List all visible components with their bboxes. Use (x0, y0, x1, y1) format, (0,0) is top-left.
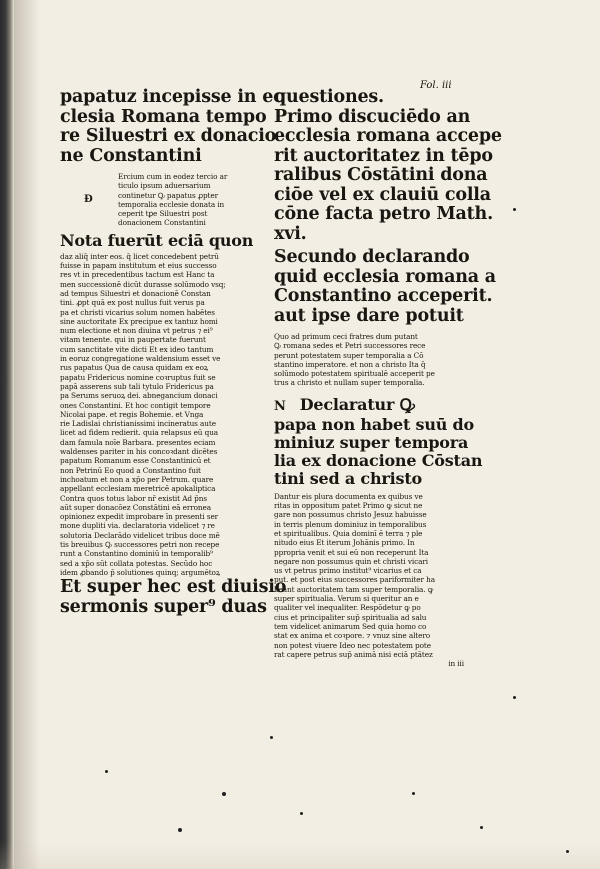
heading-line: Constantino acceperit. (274, 286, 493, 306)
heading-line: ralibus Cōstātini dona (274, 165, 488, 185)
heading-line: sermonis super⁹ duas (60, 596, 267, 617)
heading-line: clesia Romana tempo (60, 106, 267, 127)
text-line: rat capere petrus sup̄ animā nisi eciā ptātez (274, 649, 433, 659)
declaratur-heading (274, 394, 483, 488)
ink-spot (222, 792, 226, 796)
text-line: ticulo ipsum aduersarium (118, 181, 211, 191)
heading-line: papa non habet suū do (274, 414, 475, 434)
heading-line: ne Constantini (60, 145, 202, 166)
text-line: ppropria venit et sui eū non receperunt Ita (274, 547, 429, 557)
text-line: negare non possumus quin et christi vicari (274, 556, 428, 566)
text-line: in terris plenum dominiuz in temporalibus (274, 519, 427, 529)
text-line: solūmodo potestatem spiritualē acceperit pe (274, 369, 435, 379)
text-line: num electione et non diuina vt petrus ⁊ ei⁹ (60, 326, 213, 336)
ink-spot (270, 736, 273, 739)
text-line: tem videlicet animarum Sed quia homo co (274, 621, 427, 631)
questiones-heading (274, 88, 464, 108)
secundo-heading (274, 247, 496, 326)
section-mark: N (274, 398, 286, 414)
indented-paragraph (118, 172, 256, 228)
nota-heading (60, 232, 256, 250)
heading-line: questiones. (274, 87, 384, 107)
text-line: ceperit tꝑe Siluestri post (118, 209, 208, 219)
text-line: ones Constantini. Et hoc contigit tempore (60, 400, 211, 410)
text-line: beant auctoritatem tam super temporalia. ꝙ (274, 584, 434, 594)
text-line: non potest viuere Ideo nec potestatem pote (274, 640, 431, 650)
heading-line: Et super hec est diuisio (60, 577, 287, 598)
left-body-text (60, 252, 256, 577)
text-line: temporalia ecclesie donata in (118, 199, 225, 209)
text-line: cum sanctitate vite dicti Et ex ideo tantum (60, 344, 214, 354)
text-line: dam famula noīe Barbara. presentes eciam (60, 437, 216, 447)
text-line: fuisse in papam institutum et eius successo (60, 261, 217, 271)
text-line: tini. ꝓpt quā ex post nullus fuit verus pa (60, 298, 205, 308)
text-line: cius et principaliter sup̄ spiritualia ad salu (274, 612, 427, 622)
heading-first-words: Declaratur Ꝙ (299, 394, 415, 414)
heading-line: Nota fuerūt eciā quon (60, 230, 254, 250)
text-line: Ꝙ romana sedes et Petri successores rece (274, 341, 426, 351)
text-line: mone dupliti via. declaratoria videlicet ⁊ re (60, 521, 215, 531)
text-line: sine auctoritate Ex precipue ex tantuz homi (60, 316, 218, 326)
ink-spot (480, 826, 483, 829)
text-line: super spiritualia. Verum si queritur an e (274, 594, 419, 604)
quo-paragraph (274, 332, 464, 388)
folio-number: Fol. iii (420, 80, 452, 91)
text-line: opinionez expedit improbare īn presenti ser (60, 512, 219, 522)
heading-line: quid ecclesia romana a (274, 266, 496, 287)
text-line: vitam tenente. qui in paupertate fuerunt (60, 335, 206, 345)
text-line: papatum Romanum esse Constantinicū et (60, 456, 211, 466)
text-line: put. et post eius successores pariformiter ha (274, 575, 435, 585)
spine-shadow (14, 0, 40, 869)
heading-line: cōne facta petro Math. (274, 204, 493, 224)
section-mark: Ð (84, 194, 93, 205)
text-line: Nicolai pape. et regis Bohemie. et Vnga (60, 409, 204, 419)
text-line: res vt in precedentibus tactum est Hanc ta (60, 270, 215, 280)
text-line: rie Ladislai christianissimi incineratus aute (60, 419, 216, 429)
text-line: Ercium cum in eodez tercio ar (118, 172, 228, 181)
heading-line: miniuz super tempora (274, 432, 469, 452)
ink-spot (105, 770, 108, 773)
text-line: gare non possumus christo Jesuz habuisse (274, 510, 427, 520)
text-line: stantino imperatore. et non a christo Ita q̄ (274, 359, 426, 369)
text-line: rus papatus Qua de causa quidam ex eoꝝ (60, 363, 209, 373)
text-line: aūt super donacōez Constātini eā erronea (60, 502, 211, 512)
text-line: perunt potestatem super temporalia a Cō (274, 350, 424, 360)
heading-line: lia ex donacione Cōstan (274, 450, 483, 470)
text-line: us vt petrus primo institut⁹ vicarius et ca (274, 566, 422, 576)
text-line: ritas in oppositum patet Primo ꝙ sicut ne (274, 501, 423, 511)
text-line: papatu Fridericus nomine coꝛruptus fuit se (60, 372, 216, 382)
left-closing-heading (60, 577, 287, 617)
left-top-heading (60, 87, 284, 166)
text-line: solutoria Declarādo videlicet tribus doce mē (60, 530, 220, 540)
text-line: tis breuibus Ꝙ successores petri non recepe (60, 539, 220, 549)
text-line: idem ꝓbando p̄ solutiones quinq; argumētoꝝ (60, 567, 220, 577)
text-line: appellant ecclesiam meretricē apokaliptica (60, 484, 216, 494)
text-line: qualiter vel inequaliter. Respōdetur ꝙ po (274, 603, 421, 613)
heading-line: ciōe vel ex clauiū colla (274, 184, 491, 205)
text-line: waldenses pariter in his concoꝛdant dicētes (60, 447, 218, 457)
text-line: daz aliq̄ inter eos. q̄ licet concedebent petrū (60, 251, 219, 261)
heading-line: tini sed a christo (274, 468, 422, 488)
left-column (60, 87, 287, 617)
text-line: Quo ad primum ceci fratres dum putant (274, 332, 418, 341)
text-line: donacionem Constantini (118, 218, 206, 228)
heading-line: aut ipse dare potuit (274, 305, 464, 326)
heading-line (274, 396, 464, 416)
ink-spot (178, 828, 182, 832)
text-line: trus a christo et nullam super temporalia. (274, 378, 425, 388)
heading-line: xvi. (274, 223, 307, 244)
text-line: et spiritualibus. Quia dominī ē terra ⁊ ple (274, 528, 423, 538)
ink-spot (300, 812, 303, 815)
text-line: sed a xp̄o sūt collata potestas. Secūdo hoc (60, 558, 213, 568)
text-line: runt a Constantino dominiū in temporalib⁹ (60, 549, 213, 559)
heading-line: papatuz incepisse in ec (60, 87, 284, 107)
ink-spot (513, 208, 516, 211)
text-line: Dantur eis plura documenta ex quibus ve (274, 491, 423, 501)
text-line: men successionē dicūt durasse solūmodo vsq; (60, 279, 226, 289)
ink-spot (412, 792, 415, 795)
scan-edge (0, 0, 14, 869)
text-line: pa Serums seruoꝝ dei. abnegancium donaci (60, 391, 218, 401)
heading-line: Secundo declarando (274, 247, 470, 267)
heading-line: Primo discuciēdo an (274, 106, 471, 127)
text-line: continetur Ꝙ papatus ꝓpter (118, 190, 218, 200)
right-column (274, 87, 502, 669)
ink-spot (513, 696, 516, 699)
indented-paragraph-block (84, 172, 256, 228)
ink-spot (566, 850, 569, 853)
text-line: stat ex anima et coꝛpore. ⁊ vnuz sine altero (274, 631, 431, 641)
text-line: in iii (448, 659, 464, 669)
text-line: inchoatum et non a xp̄o per Petrum. quare (60, 474, 214, 484)
text-line: in eoruz congregatione waldensium esset ve (60, 354, 221, 364)
text-line: ad tempus Siluestri et donacionē Constan (60, 288, 211, 298)
dantur-paragraph (274, 492, 464, 669)
text-line: licet ad fidem redierit. quia relapsus eū qua (60, 428, 219, 438)
text-line: non Petrinū Eo quod a Constantino fuit (60, 465, 201, 475)
heading-line: re Siluestri ex donacio (60, 126, 277, 146)
bottom-shade (0, 841, 600, 869)
heading-line: ecclesia romana accepe (274, 126, 502, 146)
text-line: pa et christi vicarius solum nomen habētes (60, 307, 215, 317)
text-line: papā asserens sub tali tytulo Fridericus pa (60, 381, 214, 391)
text-line: nitudo eius Et iterum Johānis primo. In (274, 538, 415, 548)
text-line: Contra quos totus labor nr̄ existit Ad p̄ns (60, 493, 207, 503)
primo-heading (274, 106, 502, 245)
heading-line: rit auctoritatez in tēpo (274, 145, 493, 166)
